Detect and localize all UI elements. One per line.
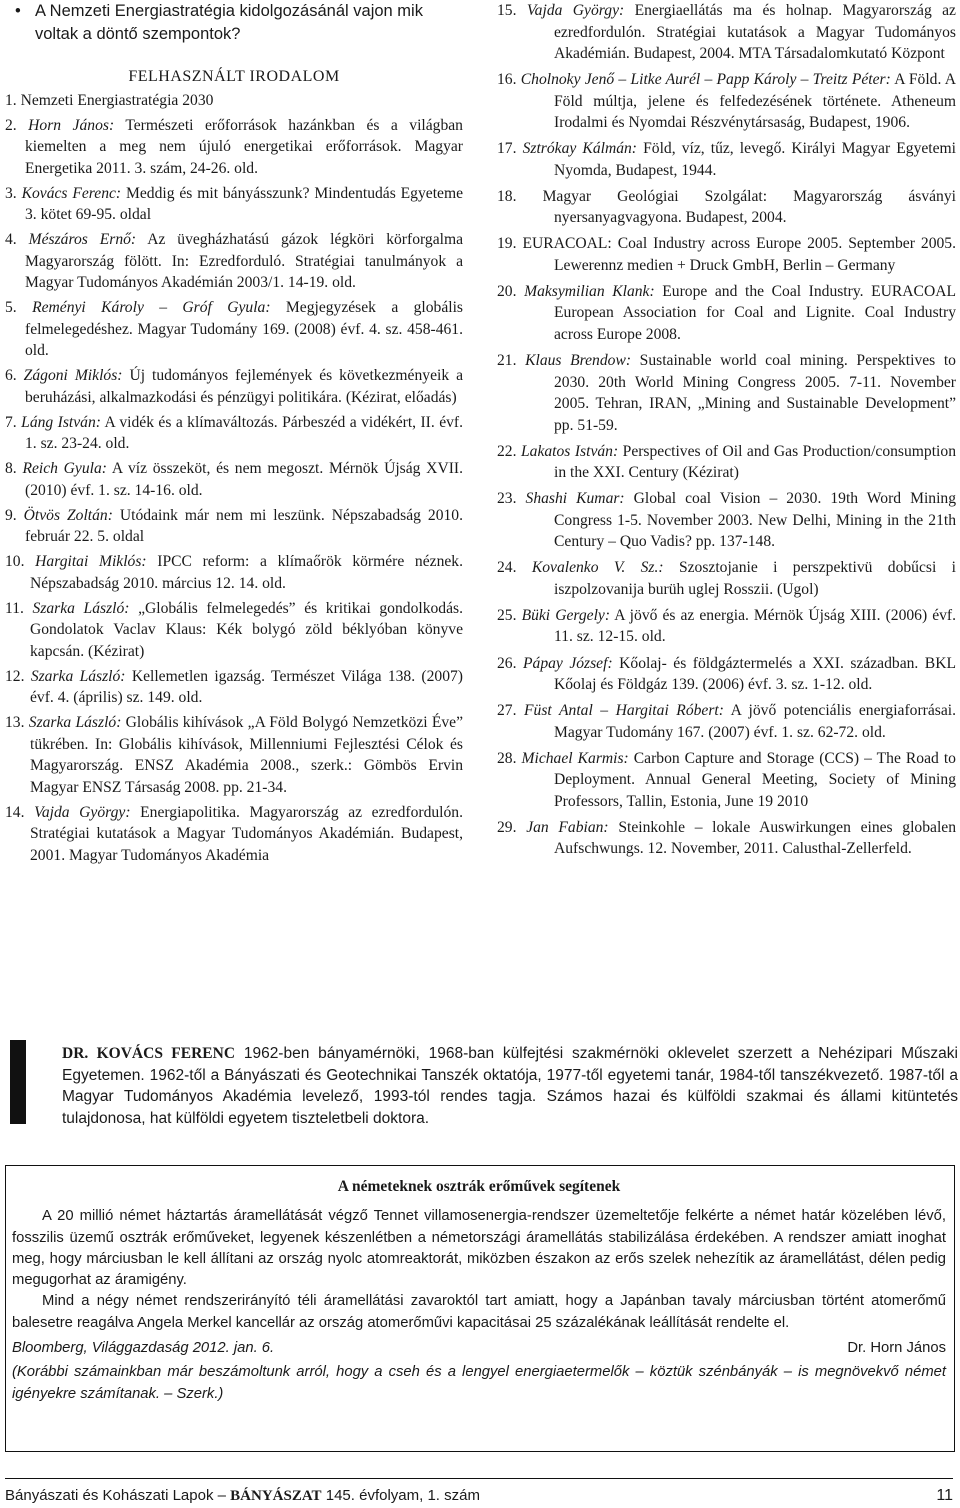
reference-number: 27.	[497, 702, 517, 720]
news-box	[5, 1165, 955, 1452]
reference-item	[497, 605, 956, 648]
reference-number: 4.	[5, 231, 17, 248]
reference-text: Magyar Geológiai Szolgálat: Magyarország ásványi nyersanyagvagyona. Budapest, 2004.	[542, 187, 956, 227]
reference-text: Kőolaj- és földgáztermelés a XXI. században. BKL Kőolaj és Földgáz 139. (2006) évf. 3. sz. 1-12. old.	[554, 654, 956, 694]
news-paragraph-2: Mind a négy német rendszerirányító téli áramellátási zavaroktól tart amiatt, hogy a Japánban tavaly márciusban történt atomerőmű balesetre reagálva Angela Merkel kancellár az ország atomerőművi kapacitásai 25 százalékának leállítását rendelte el.	[12, 1293, 946, 1331]
reference-number: 15.	[497, 2, 517, 19]
question-text: A Nemzeti Energiastratégia kidolgozásánál vajon mik voltak a döntő szempontok?	[35, 2, 423, 43]
reference-author: Horn János:	[28, 116, 115, 134]
reference-number: 24.	[497, 559, 517, 577]
publication-name: BÁNYÁSZAT	[230, 1488, 322, 1504]
publication-prefix: Bányászati és Kohászati Lapok –	[5, 1487, 226, 1504]
reference-item	[497, 138, 956, 181]
reference-item	[5, 712, 463, 798]
bio-body: 1962-ben bányamérnöki, 1968-ban külfejtési szakmérnöki oklevelet szerzett a Nehézipari Műszaki Egyetemen. 1962-től a Bányászati és Geotechnikai Tanszék oktatója, 1977-től egyetemi tanár, 1984-től tanszékvezető. 1987-től a Magyar Tudományos Akadémia levelező, 1993-tól rendes tagja. Számos hazai és külföldi szakmai és állami kitüntetés tulajdonosa, hat külföldi egyetem tiszteletbeli doktora.	[62, 1045, 958, 1127]
reference-text: „Globális felmelegedés” és kritikai gondolkodás. Gondolatok Vaclav Klaus: Kék bolygó zöld béklyóban könyve kapcsán. (Kézirat)	[30, 599, 463, 660]
reference-text: A jövő potenciális energiaforrásai. Magyar Tudomány 167. (2007) évf. 1. sz. 62-72. old.	[554, 702, 956, 741]
bio-marker-bar	[10, 1040, 26, 1124]
reference-number: 20.	[497, 282, 517, 300]
reference-author: Klaus Brendow:	[525, 352, 632, 370]
reference-item	[5, 802, 463, 867]
reference-text: Energiaellátás ma és holnap. Magyarország az ezredfordulón. Stratégiai kutatások a Magyar Tudományos Akadémián. Budapest, 2004. MTA Társadalomkutató Központ	[554, 2, 956, 62]
reference-text: A Föld. A Föld múltja, jelene és felfedezésének története. Atheneum Irodalmi és Nyomdai Részvénytársaság, Budapest, 1906.	[554, 71, 956, 132]
news-byline: Dr. Horn János	[847, 1340, 946, 1357]
publication-issue: 145. évfolyam, 1. szám	[325, 1487, 480, 1504]
reference-author: Maksymilian Klank:	[524, 282, 655, 300]
reference-author: Michael Karmis:	[521, 749, 629, 767]
reference-text: A jövő és az energia. Mérnök Újság XIII. (2006) évf. 11. sz. 12-15. old.	[554, 606, 957, 646]
reference-text: Kellemetlen igazság. Természet Világa 138. (2007) évf. 4. (április) sz. 149. old.	[30, 667, 463, 706]
reference-item	[497, 700, 956, 743]
reference-item	[497, 186, 956, 229]
reference-text: Sustainable world coal mining. Perspektives to 2030. 20th World Mining Congress 2005. 7-11. November 2005. Tehran, IRAN, „Mining and Sustainable Development” pp. 51-59.	[554, 352, 956, 434]
reference-text: IPCC reform: a klímaőrök körmére néznek. Népszabadság 2010. március 12. 14. old.	[30, 553, 463, 592]
reference-item	[497, 653, 956, 696]
reference-item	[5, 229, 463, 294]
reference-number: 25.	[497, 606, 517, 624]
reference-item	[5, 598, 463, 663]
news-paragraph-1: A 20 millió német háztartás áramellátását végző Tennet villamosenergia-rendszer üzemeltetője felkérte a német határ közelében lévő, fosszilis üzemű osztrák erőműveket, legyenek készenlétben a németországi áramellátás stabilizálása érdekében. A rendszer amiatt inoghat meg, hogy márciusban le kell állítani az ország nyolc atomreaktorát, miközben északon az erős szelek nehezítik az áramellátást, délen pedig megugorhat az áramigény.	[12, 1208, 946, 1289]
reference-author: Jan Fabian:	[526, 818, 609, 836]
right-column	[497, 0, 956, 864]
reference-item	[497, 488, 956, 553]
reference-item	[5, 551, 463, 594]
reference-text: Steinkohle – lokale Auswirkungen eines globalen Aufschwungs. 12. November, 2011. Calusthal-Zellerfeld.	[554, 818, 956, 858]
reference-number: 3.	[5, 184, 17, 202]
news-source: Bloomberg, Világgazdaság 2012. jan. 6.	[12, 1340, 275, 1357]
reference-author: Szarka László:	[32, 599, 130, 617]
reference-text: Az üvegházhatású gázok légköri körforgalma Magyarország fölött. In: Ezredforduló. Stratégiai tanulmányok a Magyar Tudományos Akadémián 2003/1. 14-19. old.	[25, 231, 463, 291]
reference-author: Reich Gyula:	[22, 460, 107, 477]
reference-text: Utódaink már nem mi leszünk. Népszabadság 2010. február 22. 5. oldal	[25, 506, 463, 545]
reference-number: 17.	[497, 140, 517, 158]
reference-number: 26.	[497, 654, 517, 672]
reference-author: Vajda György:	[526, 2, 625, 19]
reference-number: 6.	[5, 367, 17, 384]
reference-number: 13.	[5, 714, 25, 731]
reference-text: A vidék és a klímaváltozás. Párbeszéd a vidékért, II. évf. 1. sz. 23-24. old.	[25, 413, 464, 452]
reference-item	[497, 748, 956, 813]
reference-number: 29.	[497, 818, 517, 836]
reference-text: Perspectives of Oil and Gas Production/consumption in the XXI. Century (Kézirat)	[554, 442, 956, 482]
reference-text: Természeti erőforrások hazánkban és a világban kiemelten a meg nem újuló energetikai erőforrások. Magyar Energetika 2011. 3. szám, 24-26. old.	[25, 116, 463, 177]
publication-line	[5, 1485, 480, 1508]
reference-item	[497, 817, 956, 860]
reference-number: 14.	[5, 803, 25, 821]
page-footer	[5, 1478, 953, 1504]
reference-author: Zágoni Miklós:	[23, 367, 123, 384]
news-title: A németeknek osztrák erőművek segítenek	[337, 1178, 621, 1195]
reference-item	[497, 281, 956, 346]
reference-item	[5, 297, 463, 362]
reference-item	[5, 90, 463, 112]
reference-number: 16.	[497, 71, 517, 89]
reference-author: Mészáros Ernő:	[28, 231, 137, 248]
reference-text: Energiapolitika. Magyarország az ezredfordulón. Stratégiai kutatások a Magyar Tudományos Akadémián. Budapest, 2001. Magyar Tudományos Akadémia	[30, 803, 463, 864]
reference-author: Láng István:	[21, 413, 101, 431]
reference-text: Europe and the Coal Industry. EURACOAL European Association for Coal and Lignite. Coal Industry across Europe 2008.	[554, 282, 956, 343]
reference-list-right	[497, 0, 956, 860]
reference-number: 18.	[497, 187, 517, 205]
reference-number: 9.	[5, 506, 17, 524]
reference-author: Reményi Károly – Gróf Gyula:	[32, 299, 271, 316]
reference-number: 11.	[5, 599, 24, 617]
reference-item	[497, 441, 956, 484]
page-number: 11	[936, 1487, 953, 1504]
reference-author: Shashi Kumar:	[525, 490, 625, 508]
reference-item	[5, 365, 463, 408]
reference-number: 21.	[497, 352, 517, 370]
reference-author: Ötvös Zoltán:	[23, 506, 113, 524]
reference-text: EURACOAL: Coal Industry across Europe 2005. September 2005. Lewerennz medien + Druck GmbH, Berlin – Germany	[522, 235, 956, 274]
bio-text	[62, 1043, 958, 1129]
reference-number: 10.	[5, 553, 25, 570]
reference-text: Föld, víz, tűz, levegő. Királyi Magyar Egyetemi Nyomda, Budapest, 1944.	[554, 140, 956, 179]
reference-author: Lakatos István:	[520, 442, 619, 460]
reference-item	[5, 505, 463, 548]
reference-author: Büki Gergely:	[521, 606, 611, 624]
reference-author: Pápay József:	[523, 654, 613, 672]
reference-author: Cholnoky Jenő – Litke Aurél – Papp Károly – Treitz Péter:	[520, 71, 891, 89]
reference-number: 23.	[497, 490, 517, 508]
reference-number: 12.	[5, 667, 25, 685]
reference-item	[5, 183, 463, 226]
reference-item	[5, 412, 463, 455]
reference-list-left	[5, 90, 463, 867]
reference-author: Kovalenko V. Sz.:	[531, 559, 664, 577]
reference-number: 8.	[5, 460, 17, 477]
reference-item	[497, 233, 956, 276]
reference-author: Hargitai Miklós:	[35, 553, 147, 570]
question-bullet	[5, 0, 463, 46]
news-source-line	[12, 1338, 946, 1359]
reference-number: 19.	[497, 235, 517, 253]
bio-name: DR. KOVÁCS FERENC	[62, 1045, 236, 1062]
bullet-icon: •	[15, 2, 21, 20]
reference-author: Kovács Ferenc:	[21, 184, 122, 202]
reference-item	[5, 666, 463, 709]
reference-number: 28.	[497, 749, 517, 767]
reference-text: Meddig és mit bányásszunk? Mindentudás Egyeteme 3. kötet 69-95. oldal	[25, 184, 463, 223]
news-box-content	[12, 1176, 946, 1405]
reference-number: 5.	[5, 299, 17, 316]
reference-text: Globális kihívások „A Föld Bolygó Nemzetközi Éve” tükrében. In: Globális kihívások, Millenniumi Fejlesztési Célok és Magyarország. ENSZ Akadémia 2008., szerk.: Gömbös Ervin Magyar ENSZ Társaság 2008. pp. 21-34.	[30, 714, 464, 796]
reference-author: Sztrókay Kálmán:	[522, 140, 637, 158]
reference-item	[5, 115, 463, 180]
reference-item	[5, 458, 463, 501]
reference-number: 7.	[5, 413, 17, 431]
reference-author: Szarka László:	[28, 714, 122, 731]
literature-heading: FELHASZNÁLT IRODALOM	[128, 68, 340, 85]
reference-item	[497, 557, 956, 600]
reference-item	[497, 350, 956, 436]
reference-text: Megjegyzések a globális felmelegedéshez. Magyar Tudomány 169. (2008) évf. 4. sz. 458-461. old.	[25, 299, 463, 359]
reference-text: A víz összeköt, és nem megoszt. Mérnök Újság XVII. (2010) évf. 1. sz. 14-16. old.	[25, 460, 463, 499]
reference-text: Szosztojanie i perszpektivü dobűcsi i iszpolzovanija burüh uglej Rosszii. (Ugol)	[554, 559, 956, 598]
reference-item	[497, 0, 956, 65]
reference-item	[497, 69, 956, 134]
reference-text: Global coal Vision – 2030. 19th Word Mining Congress 1-5. November 2003. New Delhi, Mining in the 21th Century – Quo Vadis? pp. 137-148.	[554, 490, 956, 551]
left-column	[5, 0, 463, 870]
reference-author: Vajda György:	[34, 803, 131, 821]
news-editor-note: (Korábbi számainkban már beszámoltunk arról, hogy a cseh és a lengyel energiaetermelők – köztük szénbányák – is megnövekvő német igényekre számítanak. – Szerk.)	[12, 1364, 946, 1402]
reference-text: Új tudományos fejlemények és következményeik a beruházási, alkalmazkodási és pénzügyi politikára. (Kézirat, előadás)	[25, 367, 464, 406]
reference-text: Nemzeti Energiastratégia 2030	[20, 91, 214, 109]
reference-number: 1.	[5, 91, 17, 109]
reference-number: 2.	[5, 116, 17, 134]
reference-text: Carbon Capture and Storage (CCS) – The Road to Deployment. Annual General Meeting, Society of Mining Professors, Tallin, Estonia, June 19 2010	[554, 749, 956, 810]
reference-number: 22.	[497, 442, 517, 460]
reference-author: Szarka László:	[30, 667, 126, 685]
reference-author: Füst Antal – Hargitai Róbert:	[524, 702, 724, 720]
